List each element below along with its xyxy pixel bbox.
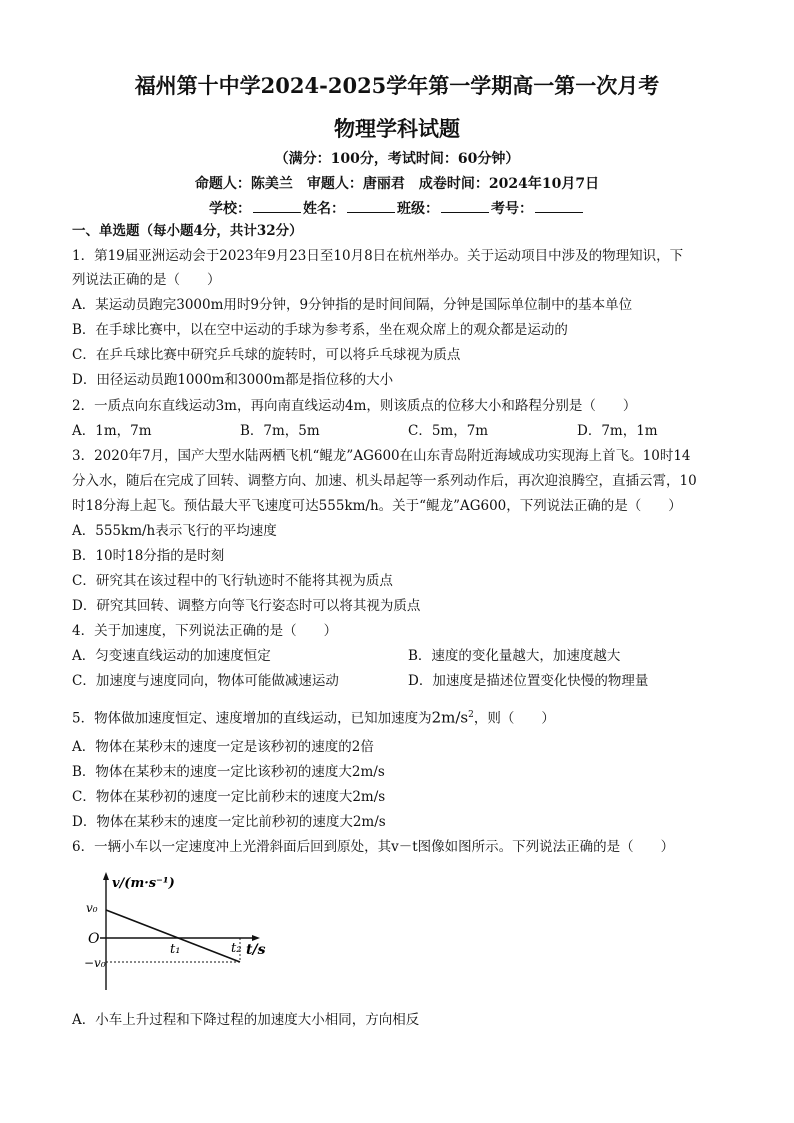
exam-authors: 命题人：陈美兰 审题人：唐丽君 成卷时间：2024年10月7日 [194, 176, 600, 192]
q4-stem: 4．关于加速度，下列说法正确的是（ ） [72, 623, 338, 639]
vt-graph [84, 870, 274, 995]
q1-option-a: A．某运动员跑完3000m用时9分钟，9分钟指的是时间间隔，分钟是国际单位制中的基本单位 [72, 297, 633, 313]
q3-stem-line1: 3．2020年7月，国产大型水陆两栖飞机“鲲龙”AG600在山东青岛附近海域成功实现海上首飞。10时14 [72, 448, 691, 464]
q5-accel-exponent: 2 [468, 710, 474, 720]
neg-v0-label: −v₀ [84, 956, 106, 970]
q3-option-c: C．研究其在该过程中的飞行轨迹时不能将其视为质点 [72, 573, 393, 589]
q1-option-b: B．在手球比赛中，以在空中运动的手球为参考系，坐在观众席上的观众都是运动的 [72, 322, 568, 338]
q3-option-d: D．研究其回转、调整方向等飞行姿态时可以将其视为质点 [72, 598, 421, 614]
q2-stem: 2．一质点向东直线运动3m，再向南直线运动4m，则该质点的位移大小和路程分别是（ ） [72, 398, 637, 414]
v0-label: v₀ [86, 901, 98, 915]
q4-option-b: B．速度的变化量越大，加速度越大 [408, 648, 621, 664]
exam-no-blank[interactable] [535, 200, 583, 213]
q1-option-c: C．在乒乓球比赛中研究乒乓球的旋转时，可以将乒乓球视为质点 [72, 347, 461, 363]
q4-option-a: A．匀变速直线运动的加速度恒定 [72, 648, 271, 664]
school-blank[interactable] [253, 200, 301, 213]
name-label: 姓名： [303, 201, 345, 217]
q5-option-b: B．物体在某秒末的速度一定比该秒初的速度大2m/s [72, 764, 385, 780]
q5-option-d: D．物体在某秒末的速度一定比前秒初的速度大2m/s [72, 814, 386, 830]
t1-label: t₁ [170, 942, 181, 957]
q3-option-b: B．10时18分指的是时刻 [72, 548, 225, 564]
q6-stem: 6．一辆小车以一定速度冲上光滑斜面后回到原处，其v－t图像如图所示。下列说法正确的是（ ） [72, 839, 675, 855]
q5-accel-value: 2m/s [431, 708, 469, 727]
q1-stem-line2: 列说法正确的是（ ） [72, 272, 221, 288]
section-heading: 一、单选题（每小题4分，共计32分） [72, 223, 303, 239]
name-blank[interactable] [347, 200, 395, 213]
q5-stem-post: ，则（ ） [473, 710, 555, 727]
q3-stem-line2: 分入水，随后在完成了回转、调整方向、加速、机头昂起等一系列动作后，再次迎浪腾空，直插云霄，10 [72, 473, 697, 489]
q1-stem-line1: 1．第19届亚洲运动会于2023年9月23日至10月8日在杭州举办。关于运动项目中涉及的物理知识，下 [72, 248, 684, 264]
class-blank[interactable] [441, 200, 489, 213]
exam-title: 福州第十中学2024-2025学年第一学期高一第一次月考 [134, 73, 660, 98]
q2-option-b: B．7m，5m [240, 423, 320, 439]
q1-option-d: D．田径运动员跑1000m和3000m都是指位移的大小 [72, 372, 394, 388]
q4-option-d: D．加速度是描述位置变化快慢的物理量 [408, 673, 649, 689]
q5-option-c: C．物体在某秒初的速度一定比前秒末的速度大2m/s [72, 789, 386, 805]
origin-label: O [88, 931, 100, 947]
t-axis-label: t/s [246, 942, 266, 958]
exam-no-label: 考号： [491, 201, 533, 217]
q6-option-a: A．小车上升过程和下降过程的加速度大小相同，方向相反 [72, 1012, 420, 1028]
student-info-row [0, 198, 794, 218]
q3-stem-line3: 时18分海上起飞。预估最大平飞速度可达555km/h。关于“鲲龙”AG600，下列说法正确的是（ ） [72, 498, 682, 514]
t-axis-arrow [252, 935, 260, 941]
school-label: 学校： [209, 201, 251, 217]
q2-option-d: D．7m，1m [577, 423, 658, 439]
q3-option-a: A．555km/h表示飞行的平均速度 [72, 523, 277, 539]
q2-option-a: A．1m，7m [72, 423, 152, 439]
q2-option-c: C．5m，7m [408, 423, 489, 439]
q5-stem-pre: 5．物体做加速度恒定、速度增加的直线运动，已知加速度为 [72, 710, 432, 727]
exam-subtitle: 物理学科试题 [334, 116, 460, 141]
q4-option-c: C．加速度与速度同向，物体可能做减速运动 [72, 673, 339, 689]
class-label: 班级： [397, 201, 439, 217]
v-axis-arrow [103, 872, 109, 880]
q5-stem [72, 706, 732, 728]
q5-option-a: A．物体在某秒末的速度一定是该秒初的速度的2倍 [72, 739, 374, 755]
exam-info: （满分：100分，考试时间：60分钟） [274, 151, 520, 167]
v-axis-label: v/(m·s⁻¹) [112, 876, 175, 891]
t2-label: t₂ [231, 941, 242, 956]
